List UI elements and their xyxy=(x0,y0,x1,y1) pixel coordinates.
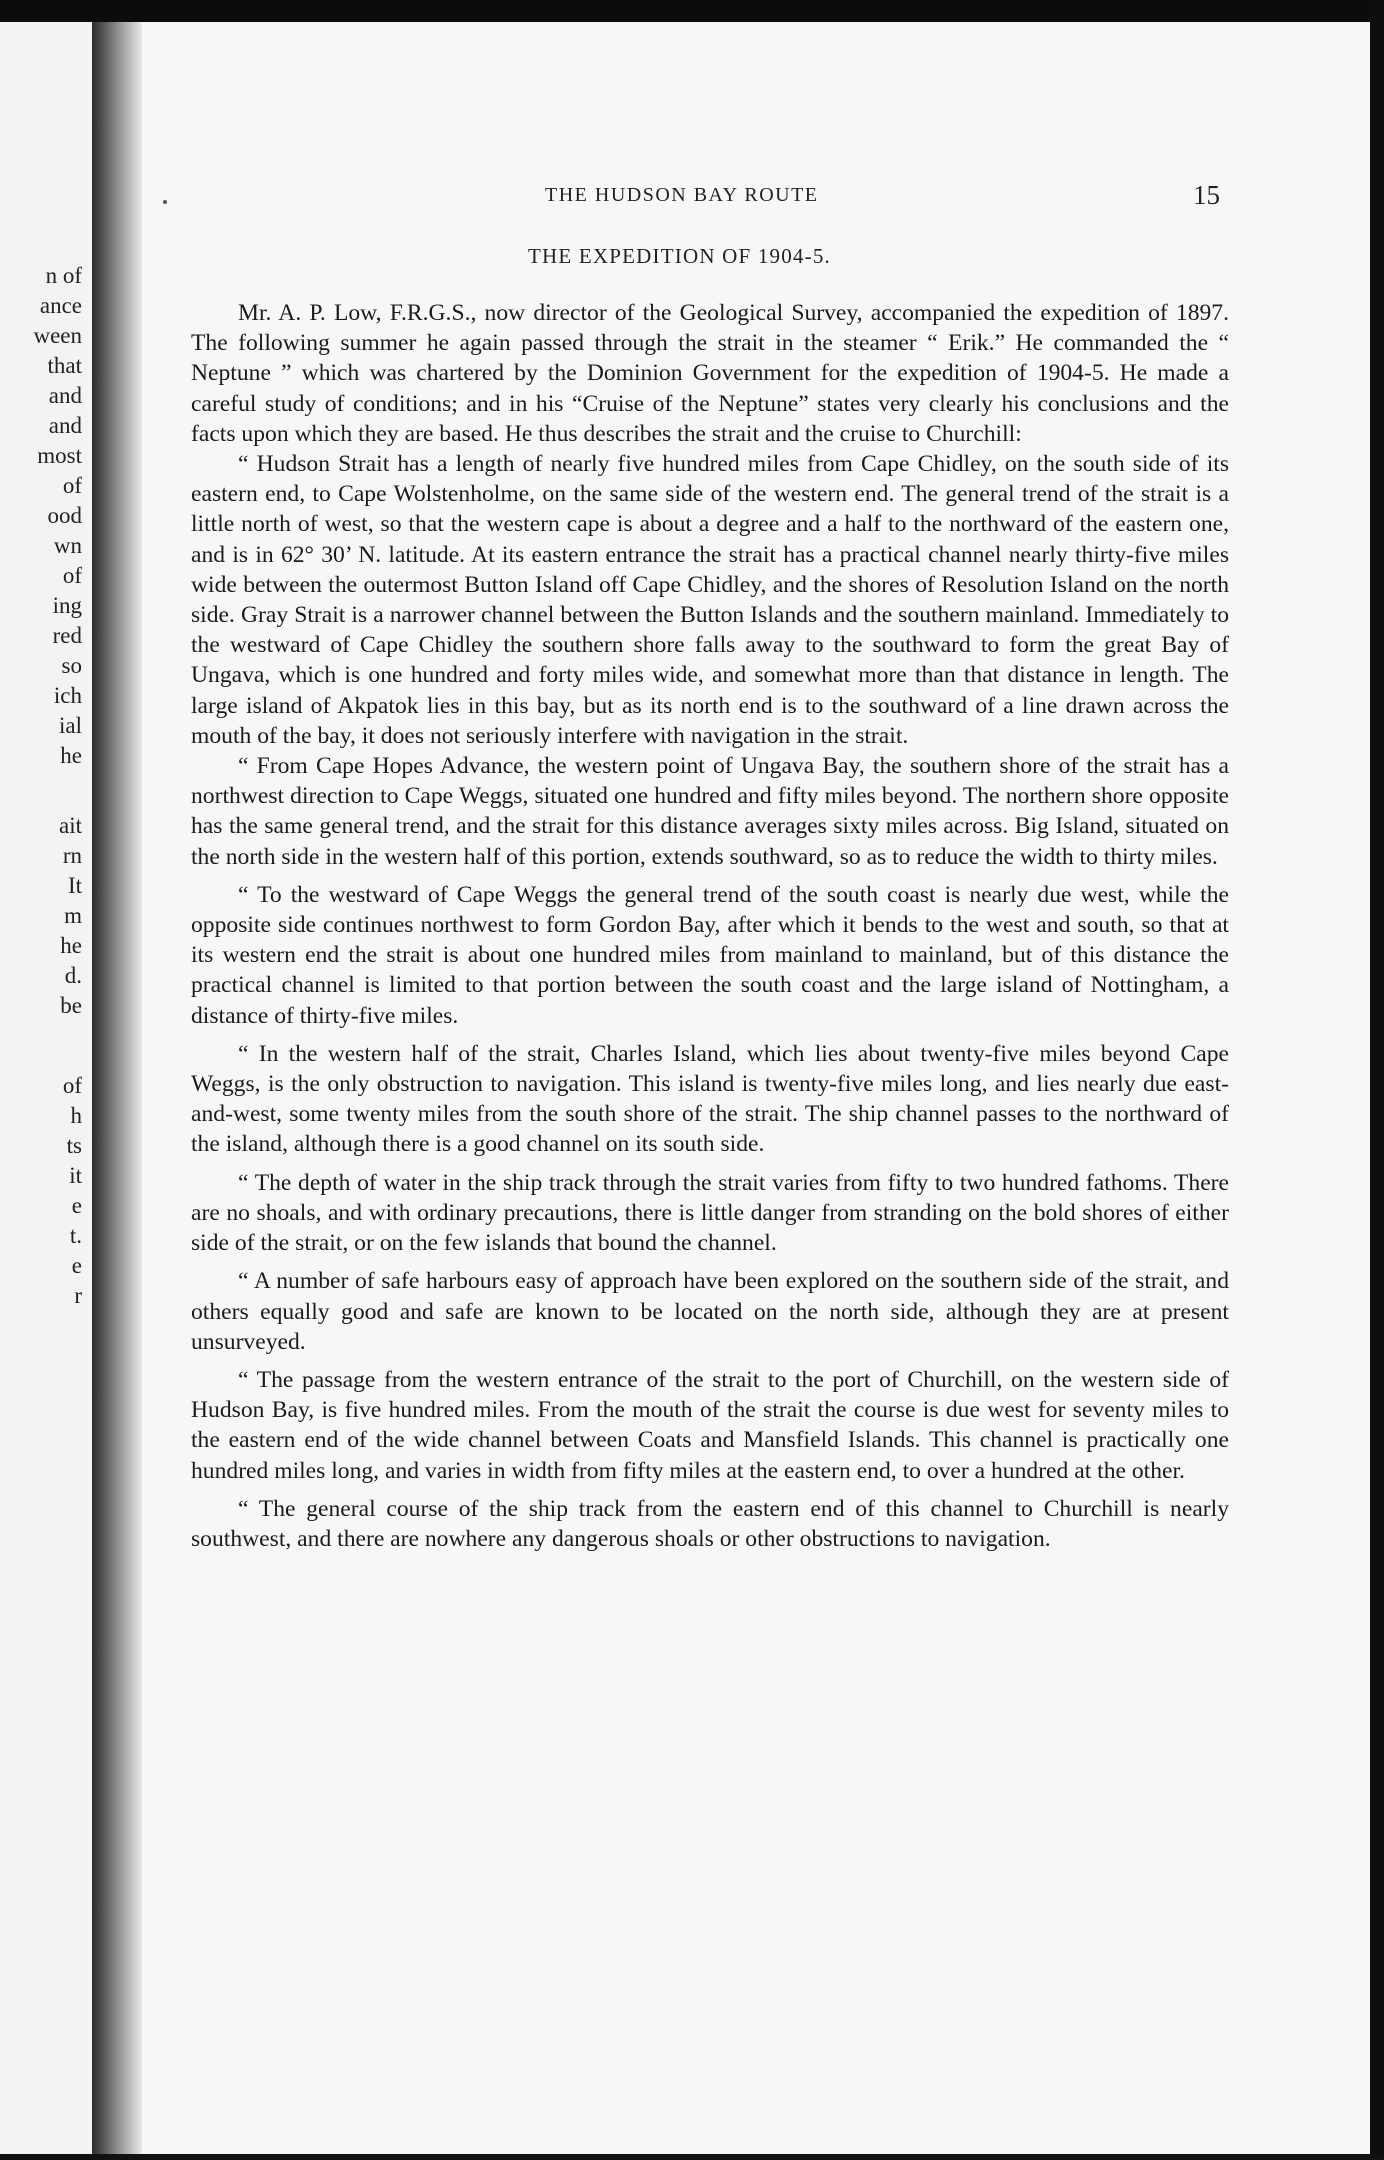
facing-page-fragment: ood xyxy=(47,503,82,528)
facing-page-fragment: r xyxy=(74,1283,82,1308)
facing-page-fragment: it xyxy=(69,1163,82,1188)
facing-page-fragment: d. xyxy=(64,963,82,988)
paragraph-quote-charles-island: “ In the western half of the strait, Charles Island, which lies about twenty-five miles beyond Cape Weggs, is the only obstruction to navigation. This island is twenty-five miles long, and lies nearly due east-and-west, some twenty miles from the south shore of the strait. The ship channel passes to the northward of the island, although there is a good channel on its south side. xyxy=(191,1040,1229,1158)
facing-page-fragment: of xyxy=(62,1073,82,1098)
facing-page-fragment: of xyxy=(62,563,82,588)
facing-page-fragment: he xyxy=(60,743,82,768)
facing-page-fragment: ait xyxy=(59,813,82,838)
facing-page-fragment: e xyxy=(71,1253,82,1278)
page-number: 15 xyxy=(1193,180,1220,210)
paragraph-quote-strait-length: “ Hudson Strait has a length of nearly five hundred miles from Cape Chidley, on the south side of its eastern end, to Cape Wolstenholme, on the same side of the western end. The general trend of the strait is a little north of west, so that the western cape is about a degree and a half to the northward of the eastern one, and is in 62° 30’ N. latitude. At its eastern entrance the strait has a practical channel nearly thirty-five miles wide between the outermost Button Island off Cape Chidley, and the shores of Resolution Island on the north side. Gray Strait is a narrower channel between the Button Islands and the southern mainland. Immediately to the westward of Cape Chidley the southern shore falls away to the southward to form the great Bay of Ungava, which is one hundred and forty miles wide, and somewhat more than that distance in length. The large island of Akpatok lies in this bay, but as its north end is to the southward of a line drawn across the mouth of the bay, it does not seriously interfere with navigation in the strait. xyxy=(191,451,1229,749)
facing-page-fragment: red xyxy=(52,623,82,648)
facing-page-fragment: so xyxy=(61,653,82,678)
facing-page-fragment: of xyxy=(62,473,82,498)
scan-right-border xyxy=(1370,0,1384,2160)
running-header: THE HUDSON BAY ROUTE xyxy=(545,184,819,206)
facing-page-fragment: ance xyxy=(39,293,82,318)
facing-page-fragment: he xyxy=(60,933,82,958)
scan-top-border xyxy=(0,0,1384,22)
facing-page-fragment: and xyxy=(48,413,82,438)
section-heading: THE EXPEDITION OF 1904-5. xyxy=(528,244,831,268)
facing-page-fragment: ing xyxy=(52,593,82,618)
facing-page-fragment: ween xyxy=(33,323,82,348)
body-text xyxy=(191,298,1229,1554)
facing-page-fragment: m xyxy=(64,903,82,928)
facing-page-fragment: most xyxy=(37,443,82,468)
paragraph-quote-harbours: “ A number of safe harbours easy of approach have been explored on the southern side of the strait, and others equally good and safe are known to be located on the north side, although they are at present unsurveyed. xyxy=(191,1268,1229,1355)
facing-page-fragment: It xyxy=(67,873,82,898)
facing-page-fragment: ial xyxy=(59,713,82,738)
book-spine-gutter xyxy=(92,22,144,2160)
scan-bottom-border xyxy=(0,2154,1384,2160)
facing-page-fragment: ts xyxy=(66,1133,82,1158)
facing-page-fragment: that xyxy=(47,353,82,378)
facing-page-fragment: and xyxy=(48,383,82,408)
paragraph-quote-cape-weggs: “ To the westward of Cape Weggs the general trend of the south coast is nearly due west, while the opposite side continues northwest to form Gordon Bay, after which it bends to the west and south, so that at its western end the strait is about one hundred miles from mainland to mainland, but of this distance the practical channel is limited to that portion between the south coast and the large island of Nottingham, a distance of thirty-five miles. xyxy=(191,881,1229,1029)
facing-page-fragment: ich xyxy=(53,683,82,708)
facing-page-fragment: t. xyxy=(69,1223,82,1248)
paragraph-quote-passage: “ The passage from the western entrance of the strait to the port of Churchill, on the western side of Hudson Bay, is five hundred miles. From the mouth of the strait the course is due west for seventy miles to the eastern end of the wide channel between Coats and Mansfield Islands. This channel is practically one hundred miles long, and varies in width from fifty miles at the eastern end, to over a hundred at the other. xyxy=(191,1366,1229,1484)
paragraph-quote-cape-hopes: “ From Cape Hopes Advance, the western point of Ungava Bay, the southern shore of the strait has a northwest direction to Cape Weggs, situated one hundred and fifty miles beyond. The northern shore opposite has the same general trend, and the strait for this distance averages sixty miles across. Big Island, situated on the north side in the western half of this portion, extends southward, so as to reduce the width to thirty miles. xyxy=(191,753,1229,870)
paragraph-quote-depth: “ The depth of water in the ship track through the strait varies from fifty to two hundred fathoms. There are no shoals, and with ordinary precautions, there is little danger from stranding on the bold shores of either side of the strait, or on the few islands that bound the channel. xyxy=(191,1169,1229,1257)
facing-page-fragment: be xyxy=(60,993,82,1018)
facing-page-fragment: e xyxy=(71,1193,82,1218)
paragraph-quote-course: “ The general course of the ship track from the eastern end of this channel to Churchill is nearly southwest, and there are nowhere any dangerous shoals or other obstructions to navigation. xyxy=(191,1495,1229,1552)
facing-page-fragment: h xyxy=(70,1103,82,1128)
facing-page-fragment: wn xyxy=(53,533,82,558)
paragraph-intro: Mr. A. P. Low, F.R.G.S., now director of the Geological Survey, accompanied the expedition of 1897. The following summer he again passed through the strait in the steamer “ Erik.” He commanded the “ Neptune ” which was chartered by the Dominion Government for the expedition of 1904-5. He made a careful study of conditions; and in his “Cruise of the Neptune” states very clearly his conclusions and the facts upon which they are based. He thus describes the strait and the cruise to Churchill: xyxy=(191,300,1229,447)
margin-mark xyxy=(163,200,167,204)
facing-page-fragment: n of xyxy=(45,263,82,288)
facing-page-fragment: rn xyxy=(62,843,82,868)
